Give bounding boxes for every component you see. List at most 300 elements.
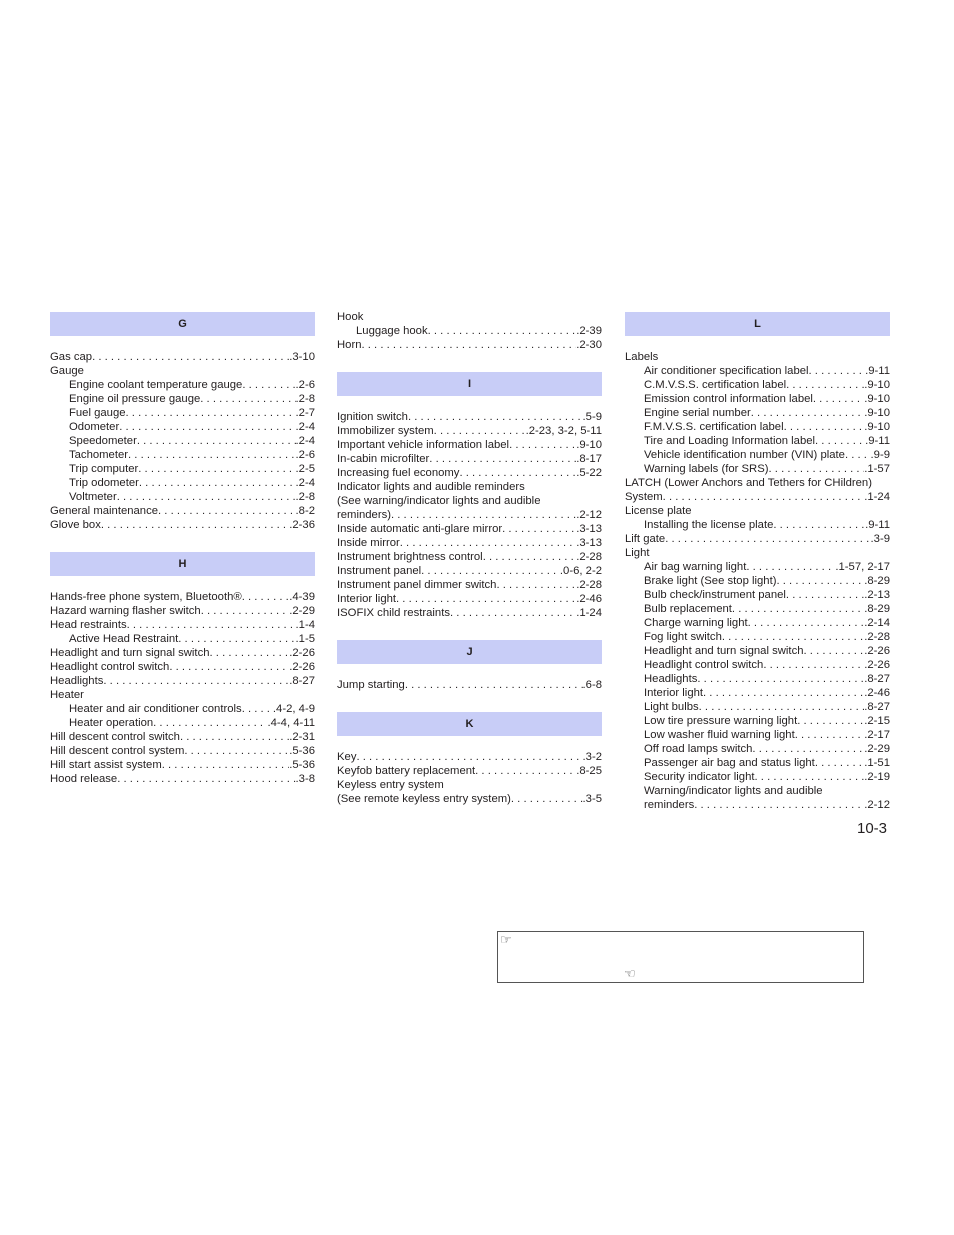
index-entry: [50, 702, 315, 716]
index-entry: [625, 560, 890, 574]
entry-term: Odometer: [69, 421, 120, 433]
entry-page-ref: .9-10: [576, 439, 602, 451]
dot-leader: [126, 406, 296, 420]
entry-term: Air conditioner specification label: [644, 365, 809, 377]
dot-leader: [117, 772, 295, 786]
dot-leader: [396, 592, 576, 606]
dot-leader: [117, 490, 296, 504]
dot-leader: [697, 672, 864, 686]
dot-leader: [815, 434, 865, 448]
dot-leader: [242, 590, 290, 604]
index-entry: [625, 490, 890, 504]
entry-page-ref: .2-30: [576, 339, 602, 351]
entry-page-ref: .3-8: [295, 773, 315, 785]
index-entry: [625, 364, 890, 378]
dot-leader: [795, 728, 865, 742]
entry-page-ref: .8-29: [864, 575, 890, 587]
entry-page-ref: .8-27: [864, 673, 890, 685]
entry-page-ref: .8-27: [289, 675, 315, 687]
index-entry: [337, 338, 602, 352]
entry-term: Installing the license plate: [644, 519, 774, 531]
entry-term: Passenger air bag and status light: [644, 757, 815, 769]
index-entry: [50, 378, 315, 392]
index-column-3: [625, 312, 890, 812]
index-entry: [625, 630, 890, 644]
dot-leader: [773, 518, 865, 532]
index-entry: [337, 324, 602, 338]
entry-term: Hill descent control switch: [50, 731, 180, 743]
index-entry: Labels: [625, 351, 659, 363]
section-header-h: H: [50, 552, 315, 576]
dot-leader: [475, 764, 576, 778]
dot-leader: [748, 616, 865, 630]
index-entry: [337, 466, 602, 480]
dot-leader: [845, 448, 871, 462]
entry-page-ref: .5-36: [289, 759, 315, 771]
entry-term: F.M.V.S.S. certification label: [644, 421, 784, 433]
dot-leader: [511, 792, 583, 806]
entry-page-ref: .1-24: [576, 607, 602, 619]
entry-page-ref: .9-10: [864, 407, 890, 419]
entry-term: Lift gate: [625, 533, 666, 545]
entry-term: Trip computer: [69, 463, 139, 475]
dot-leader: [158, 504, 296, 518]
dot-leader: [459, 466, 576, 480]
entry-page-ref: .3-5: [582, 793, 602, 805]
index-entry: [625, 588, 890, 602]
dot-leader: [153, 716, 267, 730]
entry-page-ref: .4-39: [289, 591, 315, 603]
index-entry: [337, 410, 602, 424]
dot-leader: [786, 378, 864, 392]
entry-page-ref: .2-26: [289, 647, 315, 659]
dot-leader: [119, 420, 295, 434]
dot-leader: [434, 424, 526, 438]
entry-page-ref: .2-28: [576, 551, 602, 563]
dot-leader: [665, 532, 870, 546]
dot-leader: [178, 632, 295, 646]
entry-term: Bulb replacement: [644, 603, 732, 615]
dot-leader: [169, 660, 289, 674]
entry-term: (See remote keyless entry system): [337, 793, 511, 805]
entry-term: Voltmeter: [69, 491, 117, 503]
entry-term: Headlights: [644, 673, 698, 685]
index-entry: [625, 574, 890, 588]
index-entry: [625, 658, 890, 672]
entry-page-ref: .0-6, 2-2: [559, 565, 602, 577]
dot-leader: [362, 338, 577, 352]
dot-leader: [356, 750, 582, 764]
entry-page-ref: .2-46: [864, 687, 890, 699]
entry-page-ref: .2-15: [864, 715, 890, 727]
dot-leader: [509, 438, 576, 452]
entry-term: Vehicle identification number (VIN) plate: [644, 449, 845, 461]
index-entry: [337, 550, 602, 564]
entry-page-ref: .1-5: [295, 633, 315, 645]
index-entry: (See warning/indicator lights and audible: [337, 495, 541, 507]
section-header-l: L: [625, 312, 890, 336]
dot-leader: [815, 756, 864, 770]
entry-page-ref: .9-9: [870, 449, 890, 461]
entry-term: Important vehicle information label: [337, 439, 510, 451]
entry-term: reminders: [644, 799, 695, 811]
entry-term: General maintenance: [50, 505, 159, 517]
entry-term: System: [625, 491, 663, 503]
index-entry: [50, 504, 315, 518]
entry-term: Instrument panel dimmer switch: [337, 579, 497, 591]
entry-term: Engine oil pressure gauge: [69, 393, 201, 405]
index-entry: [50, 604, 315, 618]
dot-leader: [699, 700, 865, 714]
index-entry: [625, 770, 890, 784]
entry-page-ref: .2-23, 3-2, 5-11: [525, 425, 602, 437]
index-entry: [337, 508, 602, 522]
entry-term: Tachometer: [69, 449, 129, 461]
entry-term: Headlight control switch: [50, 661, 170, 673]
entry-page-ref: .2-8: [295, 393, 315, 405]
dot-leader: [694, 798, 864, 812]
index-entry: [625, 728, 890, 742]
index-entry: [625, 742, 890, 756]
index-entry: [625, 448, 890, 462]
dot-leader: [128, 448, 296, 462]
entry-page-ref: .9-11: [865, 435, 890, 447]
entry-term: Warning labels (for SRS): [644, 463, 769, 475]
entry-term: Air bag warning light: [644, 561, 747, 573]
dot-leader: [784, 420, 865, 434]
entry-page-ref: .2-6: [295, 379, 315, 391]
dot-leader: [429, 452, 576, 466]
dot-leader: [242, 378, 295, 392]
dot-leader: [502, 522, 576, 536]
entry-page-ref: .5-22: [576, 467, 602, 479]
entry-page-ref: .6-8: [582, 679, 602, 691]
dot-leader: [210, 646, 290, 660]
entry-page-ref: .2-28: [576, 579, 602, 591]
entry-page-ref: .5-36: [289, 745, 315, 757]
entry-page-ref: .2-29: [864, 743, 890, 755]
dot-leader: [804, 644, 865, 658]
entry-term: Engine serial number: [644, 407, 751, 419]
entry-term: Headlight and turn signal switch: [50, 647, 210, 659]
dot-leader: [809, 364, 866, 378]
entry-page-ref: .2-26: [289, 661, 315, 673]
index-entry: [50, 730, 315, 744]
index-entry: Warning/indicator lights and audible: [644, 785, 823, 797]
entry-page-ref: .3-2: [582, 751, 602, 763]
index-entry: [50, 420, 315, 434]
entry-page-ref: .8-25: [576, 765, 602, 777]
index-entry: [50, 434, 315, 448]
entry-page-ref: .2-5: [295, 463, 315, 475]
index-entry: [337, 606, 602, 620]
index-entry: [625, 700, 890, 714]
entry-page-ref: .2-8: [295, 491, 315, 503]
entry-page-ref: .2-12: [864, 799, 890, 811]
index-entry: [50, 716, 315, 730]
index-entry: LATCH (Lower Anchors and Tethers for CHildren): [625, 477, 872, 489]
entry-term: ISOFIX child restraints: [337, 607, 451, 619]
index-entry: [337, 564, 602, 578]
entry-term: Active Head Restraint: [69, 633, 179, 645]
entry-page-ref: .3-10: [289, 351, 315, 363]
dot-leader: [242, 702, 273, 716]
entry-term: Instrument panel: [337, 565, 422, 577]
entry-page-ref: .1-51: [864, 757, 890, 769]
index-entry: [625, 462, 890, 476]
index-entry: [337, 678, 602, 692]
dot-leader: [755, 770, 865, 784]
dot-leader: [763, 658, 864, 672]
index-entry: [50, 476, 315, 490]
entry-term: Instrument brightness control: [337, 551, 483, 563]
entry-term: Inside mirror: [337, 537, 400, 549]
entry-term: Jump starting: [337, 679, 405, 691]
index-entry: [625, 420, 890, 434]
entry-page-ref: .5-9: [582, 411, 602, 423]
entry-term: reminders): [337, 509, 391, 521]
index-entry: [625, 434, 890, 448]
entry-term: Low washer fluid warning light: [644, 729, 795, 741]
entry-term: Heater and air conditioner controls: [69, 703, 242, 715]
entry-term: Speedometer: [69, 435, 137, 447]
entry-page-ref: .2-46: [576, 593, 602, 605]
dot-leader: [428, 324, 577, 338]
dot-leader: [663, 490, 865, 504]
entry-term: Emission control information label: [644, 393, 813, 405]
index-entry: [50, 490, 315, 504]
index-entry: Heater: [50, 689, 84, 701]
index-entry: [337, 522, 602, 536]
pointing-hand-icon: ☞: [500, 932, 512, 947]
index-entry: [50, 674, 315, 688]
entry-page-ref: .8-29: [864, 603, 890, 615]
entry-page-ref: .2-26: [864, 659, 890, 671]
entry-page-ref: .2-6: [295, 449, 315, 461]
index-entry: [625, 602, 890, 616]
index-entry: [625, 532, 890, 546]
dot-leader: [405, 678, 583, 692]
index-entry: Indicator lights and audible reminders: [337, 481, 525, 493]
entry-term: Headlights: [50, 675, 104, 687]
index-entry: [337, 578, 602, 592]
dot-leader: [703, 686, 864, 700]
dot-leader: [92, 350, 289, 364]
entry-term: Heater operation: [69, 717, 154, 729]
entry-page-ref: .9-11: [865, 519, 890, 531]
entry-page-ref: .8-2: [295, 505, 315, 517]
entry-term: Bulb check/instrument panel: [644, 589, 786, 601]
entry-page-ref: .8-27: [864, 701, 890, 713]
index-entry: [50, 590, 315, 604]
entry-term: Charge warning light: [644, 617, 748, 629]
index-entry: [50, 392, 315, 406]
entry-term: Trip odometer: [69, 477, 139, 489]
index-entry: Gauge: [50, 365, 84, 377]
dot-leader: [162, 758, 290, 772]
dot-leader: [769, 462, 865, 476]
entry-term: Tire and Loading Information label: [644, 435, 816, 447]
dot-leader: [421, 564, 560, 578]
index-entry: [337, 424, 602, 438]
entry-page-ref: .2-12: [576, 509, 602, 521]
entry-page-ref: .2-4: [295, 477, 315, 489]
index-entry: [50, 632, 315, 646]
entry-term: Head restraints: [50, 619, 127, 631]
entry-page-ref: .1-24: [864, 491, 890, 503]
entry-page-ref: .2-19: [864, 771, 890, 783]
index-entry: [625, 798, 890, 812]
index-column-2: [337, 310, 602, 806]
dot-leader: [184, 744, 289, 758]
entry-term: In-cabin microfilter: [337, 453, 430, 465]
entry-term: Inside automatic anti-glare mirror: [337, 523, 503, 535]
entry-page-ref: .2-26: [864, 645, 890, 657]
entry-term: Headlight and turn signal switch: [644, 645, 804, 657]
index-entry: [625, 518, 890, 532]
entry-term: Engine coolant temperature gauge: [69, 379, 243, 391]
index-entry: [337, 592, 602, 606]
note-box: [497, 931, 864, 983]
entry-page-ref: .2-28: [864, 631, 890, 643]
index-entry: [625, 756, 890, 770]
entry-term: Hands-free phone system, Bluetooth®: [50, 591, 242, 603]
index-entry: [625, 644, 890, 658]
entry-page-ref: .2-39: [576, 325, 602, 337]
entry-page-ref: .9-10: [864, 379, 890, 391]
dot-leader: [127, 618, 296, 632]
entry-page-ref: .3-13: [576, 523, 602, 535]
index-entry: [50, 646, 315, 660]
index-entry: [625, 392, 890, 406]
dot-leader: [139, 476, 296, 490]
entry-term: Hazard warning flasher switch: [50, 605, 201, 617]
dot-leader: [483, 550, 577, 564]
dot-leader: [752, 742, 864, 756]
section-header-j: J: [337, 640, 602, 664]
dot-leader: [450, 606, 576, 620]
index-entry: [50, 660, 315, 674]
index-entry: [337, 452, 602, 466]
entry-page-ref: .3-9: [870, 533, 890, 545]
entry-page-ref: .4-4, 4-11: [267, 717, 315, 729]
entry-term: Luggage hook: [356, 325, 428, 337]
index-entry: [50, 758, 315, 772]
entry-term: Headlight control switch: [644, 659, 764, 671]
dot-leader: [103, 674, 289, 688]
dot-leader: [496, 578, 576, 592]
index-entry: [50, 772, 315, 786]
index-entry: [337, 536, 602, 550]
entry-term: Immobilizer system: [337, 425, 434, 437]
dot-leader: [101, 518, 289, 532]
entry-term: Gas cap: [50, 351, 93, 363]
index-entry: [337, 792, 602, 806]
entry-page-ref: .2-36: [289, 519, 315, 531]
index-entry: [50, 462, 315, 476]
entry-term: Ignition switch: [337, 411, 408, 423]
dot-leader: [746, 560, 835, 574]
index-entry: [50, 744, 315, 758]
entry-page-ref: .3-13: [576, 537, 602, 549]
entry-term: Security indicator light: [644, 771, 755, 783]
entry-term: Hill descent control system: [50, 745, 185, 757]
entry-page-ref: .2-4: [295, 421, 315, 433]
dot-leader: [391, 508, 576, 522]
entry-term: C.M.V.S.S. certification label: [644, 379, 787, 391]
entry-term: Interior light: [644, 687, 704, 699]
entry-term: Keyfob battery replacement: [337, 765, 476, 777]
entry-page-ref: .9-11: [865, 365, 890, 377]
dot-leader: [786, 588, 864, 602]
index-entry: [625, 406, 890, 420]
index-entry: License plate: [625, 505, 692, 517]
index-entry: [50, 406, 315, 420]
index-entry: Light: [625, 547, 650, 559]
entry-term: Brake light (See stop light): [644, 575, 777, 587]
entry-term: Key: [337, 751, 357, 763]
section-header-i: I: [337, 372, 602, 396]
entry-term: Hill start assist system: [50, 759, 162, 771]
dot-leader: [138, 462, 295, 476]
pointing-hand-icon: ☜: [624, 966, 636, 981]
section-header-k: K: [337, 712, 602, 736]
index-entry: Hook: [337, 311, 364, 323]
index-entry: [625, 378, 890, 392]
entry-term: Glove box: [50, 519, 101, 531]
index-entry: [50, 518, 315, 532]
entry-page-ref: .9-10: [864, 421, 890, 433]
entry-term: Low tire pressure warning light: [644, 715, 798, 727]
index-entry: [337, 764, 602, 778]
entry-page-ref: .1-57: [864, 463, 890, 475]
index-entry: [337, 750, 602, 764]
index-entry: [50, 448, 315, 462]
index-entry: [625, 616, 890, 630]
dot-leader: [137, 434, 296, 448]
dot-leader: [400, 536, 576, 550]
entry-page-ref: .2-13: [864, 589, 890, 601]
entry-page-ref: .4-2, 4-9: [272, 703, 315, 715]
entry-term: Fog light switch: [644, 631, 722, 643]
entry-term: Fuel gauge: [69, 407, 126, 419]
dot-leader: [201, 604, 290, 618]
entry-term: Horn: [337, 339, 362, 351]
page-number: 10-3: [857, 820, 888, 837]
entry-page-ref: .8-17: [576, 453, 602, 465]
dot-leader: [180, 730, 289, 744]
entry-page-ref: .2-14: [864, 617, 890, 629]
dot-leader: [777, 574, 865, 588]
entry-page-ref: .9-10: [864, 393, 890, 405]
entry-term: Interior light: [337, 593, 397, 605]
index-entry: Keyless entry system: [337, 779, 444, 791]
index-column-1: [50, 312, 315, 786]
entry-term: Increasing fuel economy: [337, 467, 460, 479]
entry-page-ref: .2-17: [864, 729, 890, 741]
entry-page-ref: .1-57, 2-17: [835, 561, 890, 573]
index-entry: [50, 350, 315, 364]
index-entry: [625, 672, 890, 686]
entry-page-ref: .2-29: [289, 605, 315, 617]
dot-leader: [797, 714, 864, 728]
dot-leader: [408, 410, 583, 424]
entry-term: Hood release: [50, 773, 118, 785]
dot-leader: [732, 602, 864, 616]
dot-leader: [722, 630, 864, 644]
index-entry: [50, 618, 315, 632]
entry-term: Light bulbs: [644, 701, 699, 713]
